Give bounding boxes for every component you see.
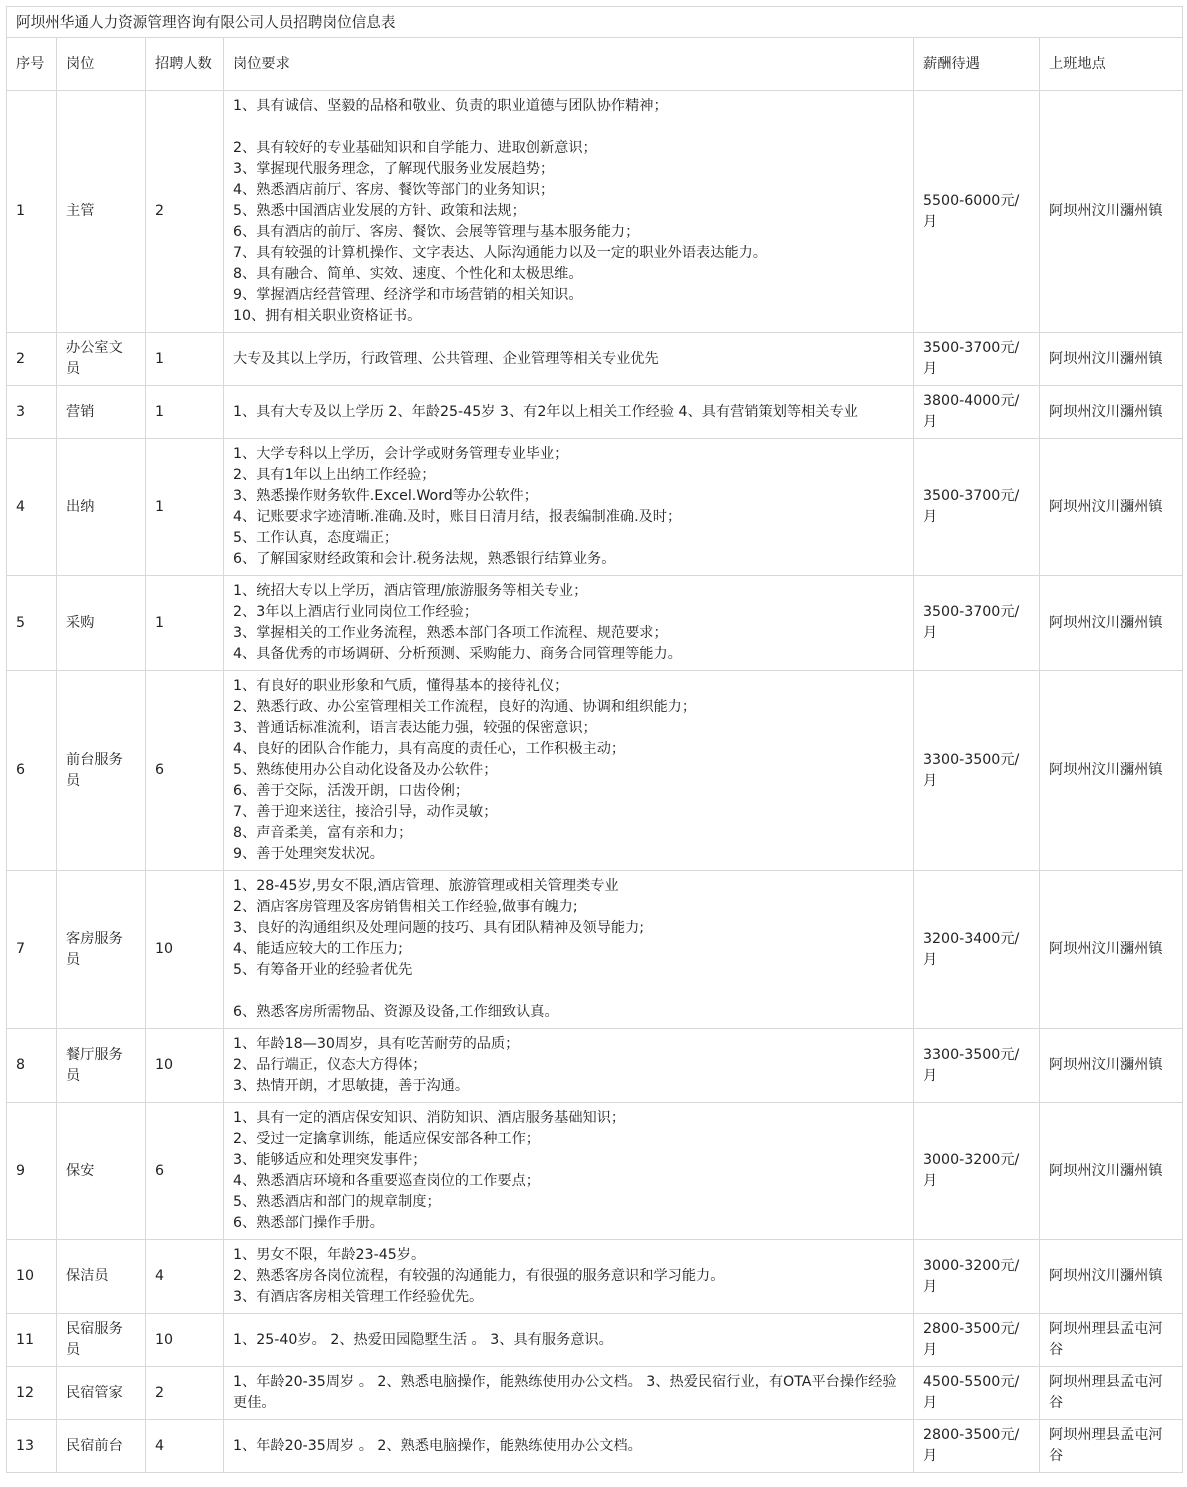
row-no: 13 xyxy=(7,1420,57,1473)
row-requirements xyxy=(224,671,914,871)
row-count: 4 xyxy=(146,1420,224,1473)
row-location: 阿坝州汶川瀰州镇 xyxy=(1040,1029,1183,1103)
row-position: 营销 xyxy=(57,386,146,439)
row-requirements xyxy=(224,1420,914,1473)
requirement-line: 9、善于处理突发状况。 xyxy=(233,846,384,862)
header-salary: 薪酬待遇 xyxy=(914,38,1040,91)
row-position: 客房服务员 xyxy=(57,871,146,1029)
requirement-line: 5、熟练使用办公自动化设备及办公软件； xyxy=(233,762,498,778)
row-requirements xyxy=(224,1240,914,1314)
row-position: 保洁员 xyxy=(57,1240,146,1314)
row-position: 前台服务员 xyxy=(57,671,146,871)
row-salary: 2800-3500元/月 xyxy=(914,1420,1040,1473)
row-location: 阿坝州汶川瀰州镇 xyxy=(1040,91,1183,333)
requirement-line: 2、具有较好的专业基础知识和自学能力、进取创新意识； xyxy=(233,140,597,156)
row-location: 阿坝州汶川瀰州镇 xyxy=(1040,333,1183,386)
table-row xyxy=(7,439,1183,576)
requirement-line: 10、拥有相关职业资格证书。 xyxy=(233,308,422,324)
requirement-line: 3、能够适应和处理突发事件； xyxy=(233,1152,427,1168)
row-position: 出纳 xyxy=(57,439,146,576)
row-position: 民宿服务员 xyxy=(57,1314,146,1367)
requirement-line: 6、善于交际，活泼开朗，口齿伶俐； xyxy=(233,783,470,799)
requirement-line: 7、具有较强的计算机操作、文字表达、人际沟通能力以及一定的职业外语表达能力。 xyxy=(233,245,767,261)
row-count: 2 xyxy=(146,1367,224,1420)
requirement-line: 1、统招大专以上学历，酒店管理/旅游服务等相关专业； xyxy=(233,583,588,599)
header-position: 岗位 xyxy=(57,38,146,91)
requirement-line: 3、良好的沟通组织及处理问题的技巧、具有团队精神及领导能力; xyxy=(233,920,645,936)
table-row xyxy=(7,1367,1183,1420)
requirement-line: 3、有酒店客房相关管理工作经验优先。 xyxy=(233,1289,484,1305)
row-requirements xyxy=(224,1367,914,1420)
row-count: 6 xyxy=(146,671,224,871)
requirement-line: 1、年龄18—30周岁，具有吃苦耐劳的品质； xyxy=(233,1036,520,1052)
requirement-line: 5、熟悉中国酒店业发展的方针、政策和法规； xyxy=(233,203,526,219)
requirement-line: 1、有良好的职业形象和气质，懂得基本的接待礼仪； xyxy=(233,678,569,694)
row-location: 阿坝州汶川瀰州镇 xyxy=(1040,871,1183,1029)
row-no: 8 xyxy=(7,1029,57,1103)
requirement-line: 6、了解国家财经政策和会计.税务法规，熟悉银行结算业务。 xyxy=(233,551,616,567)
row-count: 10 xyxy=(146,1029,224,1103)
row-position: 保安 xyxy=(57,1103,146,1240)
row-no: 1 xyxy=(7,91,57,333)
row-count: 4 xyxy=(146,1240,224,1314)
row-salary: 3000-3200元/月 xyxy=(914,1240,1040,1314)
table-row xyxy=(7,386,1183,439)
requirement-line: 7、善于迎来送往，接洽引导，动作灵敏； xyxy=(233,804,498,820)
row-no: 5 xyxy=(7,576,57,671)
row-salary: 3300-3500元/月 xyxy=(914,671,1040,871)
row-location: 阿坝州汶川瀰州镇 xyxy=(1040,1240,1183,1314)
row-count: 2 xyxy=(146,91,224,333)
row-salary: 3500-3700元/月 xyxy=(914,576,1040,671)
row-position: 主管 xyxy=(57,91,146,333)
requirement-line: 3、热情开朗，才思敏捷，善于沟通。 xyxy=(233,1078,470,1094)
table-row xyxy=(7,671,1183,871)
requirement-line: 1、25-40岁。 2、热爱田园隐墅生活 。 3、具有服务意识。 xyxy=(233,1331,613,1348)
row-count: 10 xyxy=(146,871,224,1029)
requirement-line: 1、年龄20-35周岁 。 2、熟悉电脑操作，能熟练使用办公文档。 3、热爱民宿行业，有OTA平台操作经验更佳。 xyxy=(233,1374,897,1411)
row-location: 阿坝州汶川瀰州镇 xyxy=(1040,439,1183,576)
requirement-line: 2、受过一定擒拿训练，能适应保安部各种工作； xyxy=(233,1131,540,1147)
row-location: 阿坝州汶川瀰州镇 xyxy=(1040,386,1183,439)
table-row xyxy=(7,1029,1183,1103)
row-no: 12 xyxy=(7,1367,57,1420)
requirement-line: 6、熟悉部门操作手册。 xyxy=(233,1215,384,1231)
recruitment-sheet xyxy=(6,6,1182,1473)
recruitment-table xyxy=(6,6,1183,1473)
row-count: 1 xyxy=(146,576,224,671)
requirement-line: 3、掌握现代服务理念，了解现代服务业发展趋势； xyxy=(233,161,555,177)
requirement-line: 2、酒店客房管理及客房销售相关工作经验,做事有魄力; xyxy=(233,899,578,915)
row-no: 2 xyxy=(7,333,57,386)
row-count: 6 xyxy=(146,1103,224,1240)
table-row xyxy=(7,1103,1183,1240)
requirement-line xyxy=(233,981,904,1002)
row-no: 4 xyxy=(7,439,57,576)
requirement-line: 9、掌握酒店经营管理、经济学和市场营销的相关知识。 xyxy=(233,287,583,303)
row-salary: 3500-3700元/月 xyxy=(914,439,1040,576)
table-title: 阿坝州华通人力资源管理咨询有限公司人员招聘岗位信息表 xyxy=(7,7,1183,38)
requirement-line: 2、品行端正，仪态大方得体； xyxy=(233,1057,427,1073)
row-requirements xyxy=(224,439,914,576)
requirement-line: 4、熟悉酒店前厅、客房、餐饮等部门的业务知识； xyxy=(233,182,555,198)
row-location: 阿坝州理县孟屯河谷 xyxy=(1040,1314,1183,1367)
requirement-line: 4、能适应较大的工作压力; xyxy=(233,941,403,957)
row-no: 9 xyxy=(7,1103,57,1240)
row-requirements xyxy=(224,386,914,439)
row-salary: 3000-3200元/月 xyxy=(914,1103,1040,1240)
row-requirements xyxy=(224,576,914,671)
requirement-line: 1、具有大专及以上学历 2、年龄25-45岁 3、有2年以上相关工作经验 4、具有营销策划等相关专业 xyxy=(233,403,858,420)
table-row xyxy=(7,1314,1183,1367)
requirement-line: 5、熟悉酒店和部门的规章制度； xyxy=(233,1194,441,1210)
header-location: 上班地点 xyxy=(1040,38,1183,91)
requirement-line: 4、记账要求字迹清晰.准确.及时，账目日清月结，报表编制准确.及时； xyxy=(233,509,682,525)
row-no: 3 xyxy=(7,386,57,439)
row-location: 阿坝州理县孟屯河谷 xyxy=(1040,1367,1183,1420)
row-requirements xyxy=(224,91,914,333)
table-row xyxy=(7,91,1183,333)
row-position: 采购 xyxy=(57,576,146,671)
row-requirements xyxy=(224,1103,914,1240)
table-row xyxy=(7,333,1183,386)
row-requirements xyxy=(224,1029,914,1103)
table-row xyxy=(7,1240,1183,1314)
row-salary: 3300-3500元/月 xyxy=(914,1029,1040,1103)
table-row xyxy=(7,1420,1183,1473)
requirement-line: 3、普通话标准流利，语言表达能力强，较强的保密意识； xyxy=(233,720,597,736)
requirement-line: 1、具有诚信、坚毅的品格和敬业、负责的职业道德与团队协作精神； xyxy=(233,98,668,114)
table-body xyxy=(7,91,1183,1473)
row-position: 民宿管家 xyxy=(57,1367,146,1420)
requirement-line: 1、大学专科以上学历，会计学或财务管理专业毕业； xyxy=(233,446,569,462)
row-location: 阿坝州汶川瀰州镇 xyxy=(1040,1103,1183,1240)
row-location: 阿坝州汶川瀰州镇 xyxy=(1040,671,1183,871)
row-count: 10 xyxy=(146,1314,224,1367)
row-count: 1 xyxy=(146,439,224,576)
requirement-line: 大专及其以上学历，行政管理、公共管理、企业管理等相关专业优先 xyxy=(233,350,659,367)
requirement-line: 2、3年以上酒店行业同岗位工作经验； xyxy=(233,604,479,620)
requirement-line: 8、声音柔美，富有亲和力； xyxy=(233,825,413,841)
header-no: 序号 xyxy=(7,38,57,91)
row-salary: 2800-3500元/月 xyxy=(914,1314,1040,1367)
table-row xyxy=(7,871,1183,1029)
row-position: 餐厅服务员 xyxy=(57,1029,146,1103)
header-requirements: 岗位要求 xyxy=(224,38,914,91)
row-no: 11 xyxy=(7,1314,57,1367)
row-salary: 3200-3400元/月 xyxy=(914,871,1040,1029)
requirement-line: 2、具有1年以上出纳工作经验； xyxy=(233,467,436,483)
requirement-line: 2、熟悉行政、办公室管理相关工作流程，良好的沟通、协调和组织能力； xyxy=(233,699,697,715)
requirement-line: 5、工作认真，态度端正； xyxy=(233,530,399,546)
row-salary: 5500-6000元/月 xyxy=(914,91,1040,333)
row-requirements xyxy=(224,871,914,1029)
requirement-line: 1、28-45岁,男女不限,酒店管理、旅游管理或相关管理类专业 xyxy=(233,878,619,894)
row-no: 10 xyxy=(7,1240,57,1314)
requirement-line: 5、有筹备开业的经验者优先 xyxy=(233,962,413,978)
row-no: 6 xyxy=(7,671,57,871)
requirement-line: 4、具备优秀的市场调研、分析预测、采购能力、商务合同管理等能力。 xyxy=(233,646,682,662)
row-no: 7 xyxy=(7,871,57,1029)
requirement-line: 4、熟悉酒店环境和各重要巡查岗位的工作要点； xyxy=(233,1173,540,1189)
row-salary: 4500-5500元/月 xyxy=(914,1367,1040,1420)
requirement-line: 8、具有融合、简单、实效、速度、个性化和太极思维。 xyxy=(233,266,583,282)
row-requirements xyxy=(224,1314,914,1367)
requirement-line: 2、熟悉客房各岗位流程，有较强的沟通能力，有很强的服务意识和学习能力。 xyxy=(233,1268,725,1284)
header-count: 招聘人数 xyxy=(146,38,224,91)
row-count: 1 xyxy=(146,333,224,386)
row-requirements xyxy=(224,333,914,386)
row-salary: 3500-3700元/月 xyxy=(914,333,1040,386)
row-location: 阿坝州汶川瀰州镇 xyxy=(1040,576,1183,671)
row-position: 民宿前台 xyxy=(57,1420,146,1473)
requirement-line: 3、熟悉操作财务软件.Excel.Word等办公软件； xyxy=(233,488,538,504)
requirement-line xyxy=(233,117,904,138)
row-position: 办公室文员 xyxy=(57,333,146,386)
row-count: 1 xyxy=(146,386,224,439)
header-row xyxy=(7,38,1183,91)
requirement-line: 1、具有一定的酒店保安知识、消防知识、酒店服务基础知识； xyxy=(233,1110,626,1126)
title-row xyxy=(7,7,1183,38)
requirement-line: 4、良好的团队合作能力，具有高度的责任心，工作积极主动； xyxy=(233,741,626,757)
row-location: 阿坝州理县孟屯河谷 xyxy=(1040,1420,1183,1473)
table-row xyxy=(7,576,1183,671)
row-salary: 3800-4000元/月 xyxy=(914,386,1040,439)
requirement-line: 1、年龄20-35周岁 。 2、熟悉电脑操作，能熟练使用办公文档。 xyxy=(233,1437,642,1454)
requirement-line: 3、掌握相关的工作业务流程，熟悉本部门各项工作流程、规范要求； xyxy=(233,625,668,641)
requirement-line: 6、熟悉客房所需物品、资源及设备,工作细致认真。 xyxy=(233,1004,559,1020)
requirement-line: 6、具有酒店的前厅、客房、餐饮、会展等管理与基本服务能力； xyxy=(233,224,640,240)
requirement-line: 1、男女不限，年龄23-45岁。 xyxy=(233,1247,426,1263)
